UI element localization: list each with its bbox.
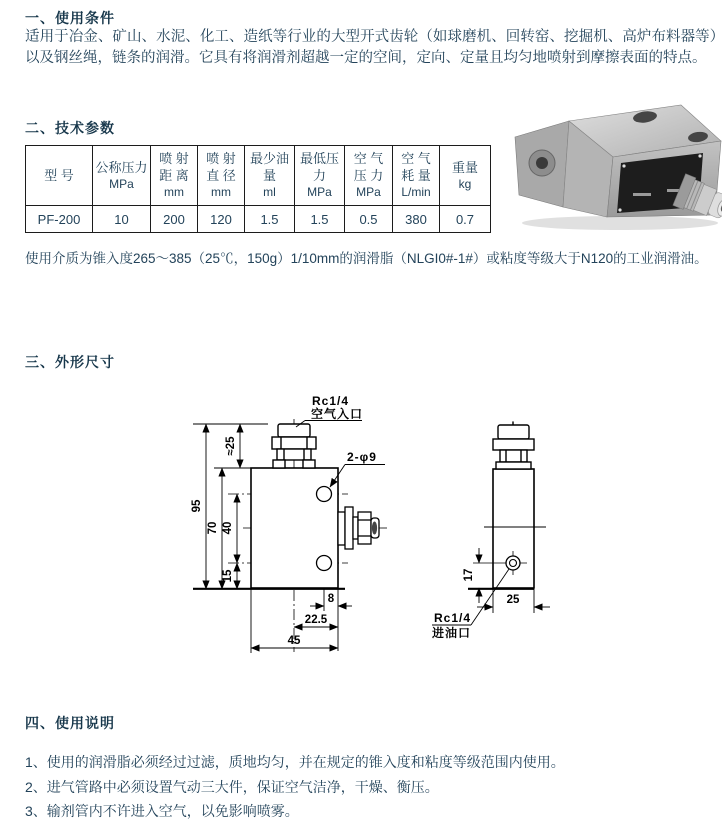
header-min-oil: 最少油量 ml [245,146,295,206]
dim-25-approx: ≈25 [225,436,237,456]
bolt-hole-upper [317,487,332,502]
oil-inlet-thread-label: Rc1/4 [434,611,472,625]
dim-25: 25 [506,594,520,606]
cell-weight: 0.7 [440,206,491,233]
cell-air-consumption: 380 [393,206,440,233]
section-4-heading: 四、使用说明 [25,715,115,731]
specs-header-row [26,146,491,206]
usage-conditions-text: 适用于冶金、矿山、水泥、化工、造纸等行业的大型开式齿轮（如球磨机、回转窑、挖掘机、高炉布料器等）以及钢丝绳，链条的润滑。它具有将润滑剂超越一定的空间，定向、定量且均匀地喷射到摩擦表面的特点。 [25,29,717,66]
specs-table [25,145,491,233]
header-weight: 重量 kg [440,146,491,206]
nameplate-screw [698,154,701,157]
cell-min-oil: 1.5 [245,206,295,233]
bolt-hole-lower [317,556,332,571]
dimension-drawing [0,385,725,680]
air-inlet-thread-label: Rc1/4 [312,394,350,408]
header-air-pressure: 空 气 压 力 MPa [345,146,393,206]
nameplate-screw [618,208,621,211]
section-2-heading: 二、技术参数 [25,120,115,136]
dim-15: 15 [222,569,234,583]
specs-data-row [26,206,491,233]
nameplate-screw [622,164,625,167]
instruction-item-3: 3、输剂管内不许进入空气，以免影响喷雾。 [25,803,299,819]
product-photo [505,95,722,232]
air-inlet-label: 空气入口 [311,407,364,421]
header-min-pressure: 最低压力 MPa [295,146,345,206]
cell-model: PF-200 [26,206,93,233]
side-air-nozzle [493,422,534,469]
header-model: 型 号 [26,146,93,206]
dim-45: 45 [287,635,301,647]
left-port-hole [536,157,548,169]
section-1-heading: 一、使用条件 [25,10,115,26]
dim-22-5: 22.5 [304,614,328,626]
instruction-item-2: 2、进气管路中必须设置气动三大件，保证空气洁净，干燥、衡压。 [25,778,439,795]
header-spray-diameter: 喷 射 直 径 mm [198,146,245,206]
medium-note-text: 使用介质为锥入度265～385（25℃，150g）1/10mm的润滑脂（NLGI0#-1#）或粘度等级大于N120的工业润滑油。 [25,251,708,266]
cell-spray-distance: 200 [151,206,198,233]
dim-8: 8 [327,593,335,605]
photo-shadow [522,216,718,230]
instructions-list [25,750,565,824]
instruction-item-1: 1、使用的润滑脂必须经过过滤，质地均匀，并在规定的锥入度和粘度等级范围内使用。 [25,754,565,770]
oil-inlet-label: 进油口 [432,626,472,640]
dim-40: 40 [222,521,234,535]
header-air-consumption: 空 气 耗 量 L/min [393,146,440,206]
header-nominal-pressure: 公称压力 MPa [93,146,151,206]
oil-inlet-hole-inner [510,560,517,567]
section-3-heading: 三、外形尺寸 [25,354,115,370]
header-spray-distance: 喷 射 距 离 mm [151,146,198,206]
side-view [432,421,550,625]
dim-70: 70 [207,521,219,535]
cell-spray-diameter: 120 [198,206,245,233]
front-spray-nozzle [338,507,379,549]
cell-air-pressure: 0.5 [345,206,393,233]
nameplate-mark-1 [633,193,651,196]
cell-nominal-pressure: 10 [93,206,151,233]
dim-17: 17 [463,568,475,582]
dim-95: 95 [191,499,203,513]
holes-label: 2-φ9 [347,450,377,464]
cell-min-pressure: 1.5 [295,206,345,233]
